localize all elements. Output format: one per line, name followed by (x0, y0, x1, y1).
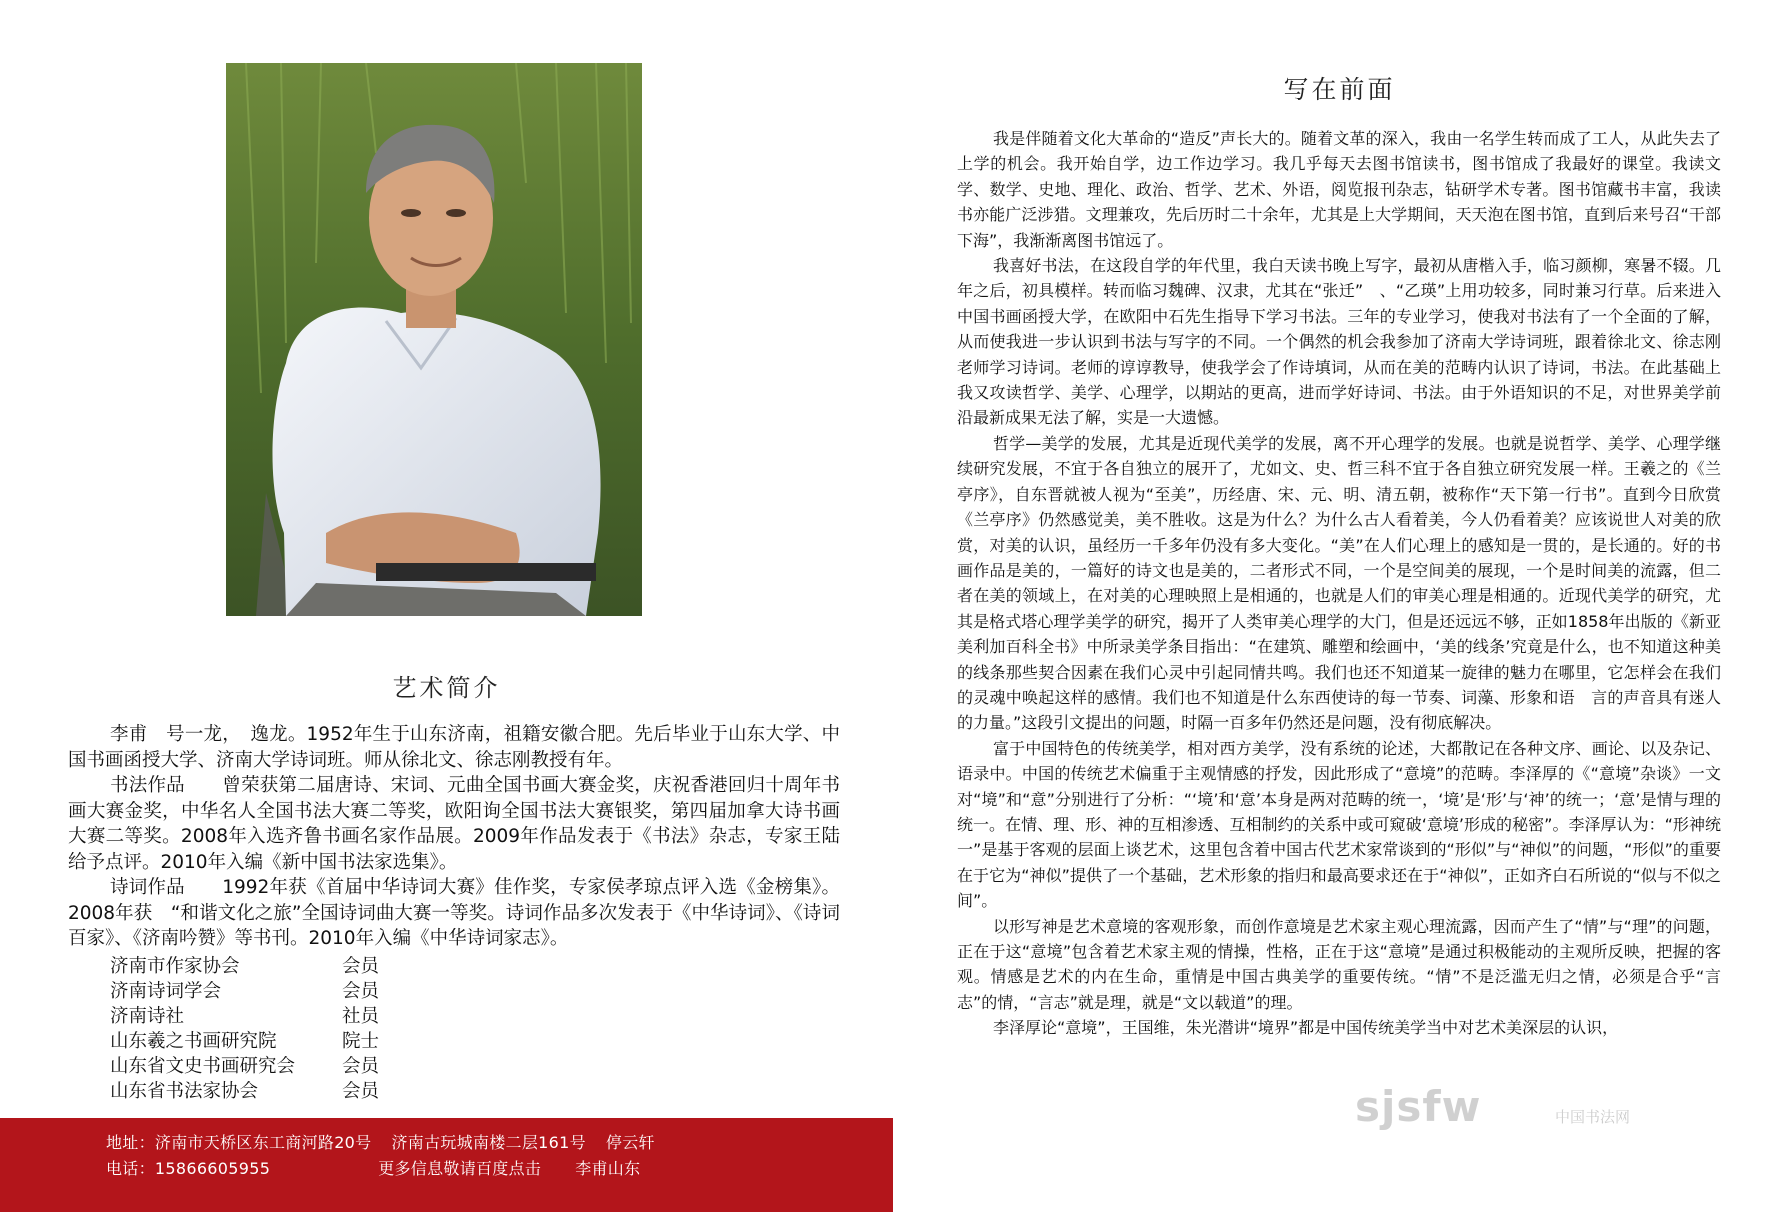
intro-paragraph: 以形写神是艺术意境的客观形象，而创作意境是艺术家主观心理流露，因而产生了“情”与“理”的问题，正在于这“意境”包含着艺术家主观的情操，性格，正在于这“意境”是通过积极能动的主观所反映，把握的客观。情感是艺术的内在生命，重情是中国古典美学的重要传统。“情”不是泛滥无归之情，必须是合乎“言志”的情，“言志”就是理，就是“文以载道”的理。 (957, 916, 1721, 1012)
intro-body (957, 126, 1721, 1041)
membership-item (110, 1054, 840, 1079)
contact-banner (0, 1118, 893, 1212)
membership-item (110, 954, 840, 979)
address-line (106, 1130, 655, 1153)
bio-body (68, 722, 840, 1104)
bio-paragraph: 诗词作品 1992年获《首届中华诗词大赛》佳作奖，专家侯孝琼点评入选《金榜集》。2008年获 “和谐文化之旅”全国诗词曲大赛一等奖。诗词作品多次发表于《中华诗词》、《诗词百家》、《济南吟赞》等书刊。2010年入编《中华诗词家志》。 (68, 877, 840, 949)
membership-org: 济南诗词学会 (110, 980, 222, 1002)
membership-org: 济南诗社 (110, 1005, 185, 1027)
membership-role: 会员 (342, 1055, 380, 1077)
intro-paragraph: 富于中国特色的传统美学，相对西方美学，没有系统的论述，大都散记在各种文序、画论、以及杂记、语录中。中国的传统艺术偏重于主观情感的抒发，因此形成了“意境”的范畴。李泽厚的《“意境”杂谈》一文对“境”和“意”分别进行了分析：“‘境’和‘意’本身是两对范畴的统一，‘境’是‘形’与‘神’的统一；‘意’是情与理的统一。在情、理、形、神的互相渗透、互相制约的关系中或可窥破‘意境’形成的秘密”。李泽厚认为：“形神统一”是基于客观的层面上谈艺术，这里包含着中国古代艺术家常谈到的“形似”与“神似”的问题，“形似”的重要在于它为“神似”提供了一个基础，艺术形象的指归和最高要求还在于“神似”，正如齐白石所说的“似与不似之间”。 (957, 738, 1721, 911)
intro-title: 写在前面 (1283, 75, 1396, 104)
search-name: 李甫山东 (575, 1159, 641, 1178)
phone-line (106, 1156, 640, 1179)
artist-portrait-photo (226, 63, 642, 616)
bio-paragraph: 李甫 号一龙， 逸龙。1952年生于山东济南，祖籍安徽合肥。先后毕业于山东大学、中国书画函授大学、济南大学诗词班。师从徐北文、徐志刚教授有年。 (68, 724, 840, 771)
more-info-text: 更多信息敬请百度点击 (378, 1159, 542, 1178)
intro-paragraph: 我喜好书法，在这段自学的年代里，我白天读书晚上写字，最初从唐楷入手，临习颜柳，寒暑不辍。几年之后，初具模样。转而临习魏碑、汉隶，尤其在“张迁” 、“乙瑛”上用功较多，同时兼习行草。后来进入中国书画函授大学，在欧阳中石先生指导下学习书法。三年的专业学习，使我对书法有了一个全面的了解，从而使我进一步认识到书法与写字的不同。一个偶然的机会我参加了济南大学诗词班，跟着徐北文、徐志刚老师学习诗词。老师的谆谆教导，使我学会了作诗填词，从而在美的范畴内认识了诗词，书法。在此基础上我又攻读哲学、美学、心理学，以期站的更高，进而学好诗词、书法。由于外语知识的不足，对世界美学前沿最新成果无法了解，实是一大遗憾。 (957, 256, 1721, 428)
membership-org: 山东省书法家协会 (110, 1080, 259, 1102)
membership-org: 山东省文史书画研究会 (110, 1055, 296, 1077)
membership-item (110, 1079, 840, 1104)
site-watermark: sjsfw (1355, 1082, 1482, 1131)
address-label: 地址： (106, 1133, 155, 1152)
studio-name: 停云轩 (605, 1133, 655, 1152)
membership-role: 会员 (342, 1080, 380, 1102)
intro-paragraph: 李泽厚论“意境”，王国维，朱光潜讲“境界”都是中国传统美学当中对艺术美深层的认识， (993, 1018, 1619, 1038)
portrait-image (226, 63, 642, 616)
membership-item (110, 1029, 840, 1054)
membership-org: 济南市作家协会 (110, 955, 240, 977)
membership-role: 院士 (342, 1030, 380, 1052)
membership-org: 山东羲之书画研究院 (110, 1030, 277, 1052)
bio-paragraph: 书法作品 曾荣获第二届唐诗、宋词、元曲全国书画大赛金奖，庆祝香港回归十周年书画大赛金奖，中华名人全国书法大赛二等奖，欧阳询全国书法大赛银奖，第四届加拿大诗书画大赛二等奖。2008年入选齐鲁书画名家作品展。2009年作品发表于《书法》杂志，专家王陆给予点评。2010年入编《新中国书法家选集》。 (68, 775, 840, 873)
address-2: 济南古玩城南楼二层161号 (391, 1133, 586, 1152)
bio-title: 艺术简介 (392, 674, 501, 702)
intro-paragraph: 哲学—美学的发展，尤其是近现代美学的发展，离不开心理学的发展。也就是说哲学、美学、心理学继续研究发展，不宜于各自独立的展开了，尤如文、史、哲三科不宜于各自独立研究发展一样。王羲之的《兰亭序》，自东晋就被人视为“至美”，历经唐、宋、元、明、清五朝，被称作“天下第一行书”。直到今日欣赏《兰亭序》仍然感觉美，美不胜收。这是为什么？为什么古人看着美，今人仍看着美？应该说世人对美的欣赏，对美的认识，虽经历一千多年仍没有多大变化。“美”在人们心理上的感知是一贯的，是长通的。好的书画作品是美的，一篇好的诗文也是美的，二者形式不同，一个是空间美的展现，一个是时间美的流露，但二者在美的领域上，在对美的心理映照上是相通的，也就是人们的审美心理是相通的。近现代美学的研究，尤其是格式塔心理学美学的研究，揭开了人类审美心理学的大门，但是还远远不够，正如1858年出版的《新亚美利加百科全书》中所录美学条目指出：“在建筑、雕塑和绘画中，‘美的线条’究竟是什么，也不知道这种美的线条那些契合因素在我们心灵中引起同情共鸣。我们也还不知道某一旋律的魅力在哪里，它怎样会在我们的灵魂中唤起这样的感情。我们也不知道是什么东西使诗的每一节奏、词藻、形象和语 言的声音具有迷人的力量。”这段引文提出的问题，时隔一百多年仍然还是问题，没有彻底解决。 (957, 433, 1721, 733)
address-1: 济南市天桥区东工商河路20号 (154, 1133, 372, 1152)
intro-paragraph: 我是伴随着文化大革命的“造反”声长大的。随着文革的深入，我由一名学生转而成了工人，从此失去了上学的机会。我开始自学，边工作边学习。我几乎每天去图书馆读书，图书馆成了我最好的课堂。我读文学、数学、史地、理化、政治、哲学、艺术、外语，阅览报刊杂志，钻研学术专著。图书馆藏书丰富，我读书亦能广泛涉猎。文理兼攻，先后历时二十余年，尤其是上大学期间，天天泡在图书馆，直到后来号召“干部下海”，我渐渐离图书馆远了。 (957, 129, 1721, 250)
phone-number: 15866605955 (154, 1159, 271, 1178)
membership-item (110, 1004, 840, 1029)
membership-role: 会员 (342, 980, 380, 1002)
membership-role: 社员 (342, 1005, 380, 1027)
membership-role: 会员 (342, 955, 380, 977)
site-watermark-subtitle: 中国书法网 (1555, 1108, 1631, 1126)
phone-label: 电话： (106, 1159, 155, 1178)
membership-list (68, 954, 840, 1104)
membership-item (110, 979, 840, 1004)
